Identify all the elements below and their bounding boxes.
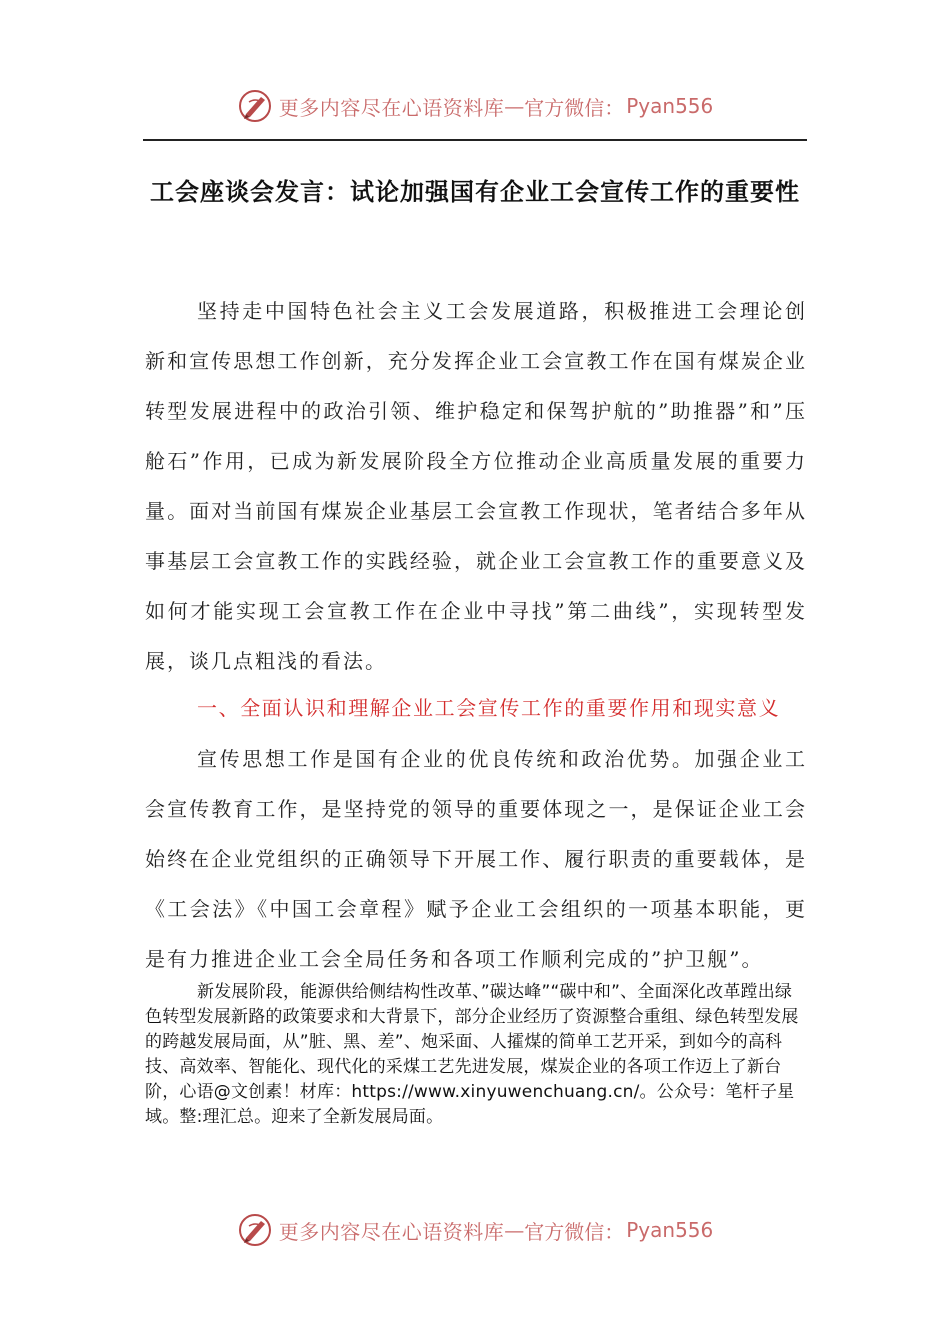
footer-banner <box>0 1210 950 1250</box>
footer-banner-wechat-label: 官方微信： <box>524 1219 625 1244</box>
pen-logo-icon <box>237 88 273 124</box>
pen-logo-icon <box>237 1212 273 1248</box>
paragraph-1-block <box>145 286 807 686</box>
footer-banner-wechat-id: Pyan556 <box>626 1218 714 1242</box>
paragraph-1: 坚持走中国特色社会主义工会发展道路，积极推进工会理论创新和宣传思想工作创新，充分发挥企业工会宣教工作在国有煤炭企业转型发展进程中的政治引领、维护稳定和保驾护航的”助推器”和”压舱石”作用，已成为新发展阶段全方位推动企业高质量发展的重要力量。面对当前国有煤炭企业基层工会宣教工作现状，笔者结合多年从事基层工会宣教工作的实践经验，就企业工会宣教工作的重要意义及如何才能实现工会宣教工作在企业中寻找”第二曲线”，实现转型发展，谈几点粗浅的看法。 <box>145 299 807 673</box>
header-banner-wechat-label: 官方微信： <box>524 95 625 120</box>
paragraph-2-block <box>145 734 807 984</box>
header-banner-separator: — <box>504 94 525 118</box>
header-banner-text: 更多内容尽在心语资料库 <box>278 95 505 120</box>
paragraph-2: 宣传思想工作是国有企业的优良传统和政治优势。加强企业工会宣传教育工作，是坚持党的领导的重要体现之一，是保证企业工会始终在企业党组织的正确领导下开展工作、履行职责的重要载体，是《工会法》《中国工会章程》赋予企业工会组织的一项基本职能，更是有力推进企业工会全局任务和各项工作顺利完成的”护卫舰”。 <box>145 747 807 971</box>
footer-banner-text: 更多内容尽在心语资料库 <box>278 1219 505 1244</box>
footer-banner-separator: — <box>504 1218 525 1242</box>
section-heading-block <box>145 686 807 730</box>
document-title: 工会座谈会发言：试论加强国有企业工会宣传工作的重要性 <box>150 178 800 206</box>
header-banner <box>0 86 950 126</box>
header-banner-wechat-id: Pyan556 <box>626 94 714 118</box>
paragraph-3: 新发展阶段，能源供给侧结构性改革、”碳达峰”“碳中和”、全面深化改革蹚出绿色转型发展新路的政策要求和大背景下，部分企业经历了资源整合重组、绿色转型发展的跨越发展局面，从”脏、黑、差”、炮采面、人攉煤的简单工艺开采，到如今的高科技、高效率、智能化、现代化的采煤工艺先进发展，煤炭企业的各项工作迈上了新台阶，心语@文创素！材库：https://www.xinyuwenchuang.cn/。公众号：笔杆子星域。整:理汇总。迎来了全新发展局面。 <box>145 982 799 1127</box>
paragraph-3-block <box>145 980 807 1130</box>
header-divider <box>143 139 807 141</box>
section-heading-1: 一、全面认识和理解企业工会宣传工作的重要作用和现实意义 <box>197 696 781 720</box>
